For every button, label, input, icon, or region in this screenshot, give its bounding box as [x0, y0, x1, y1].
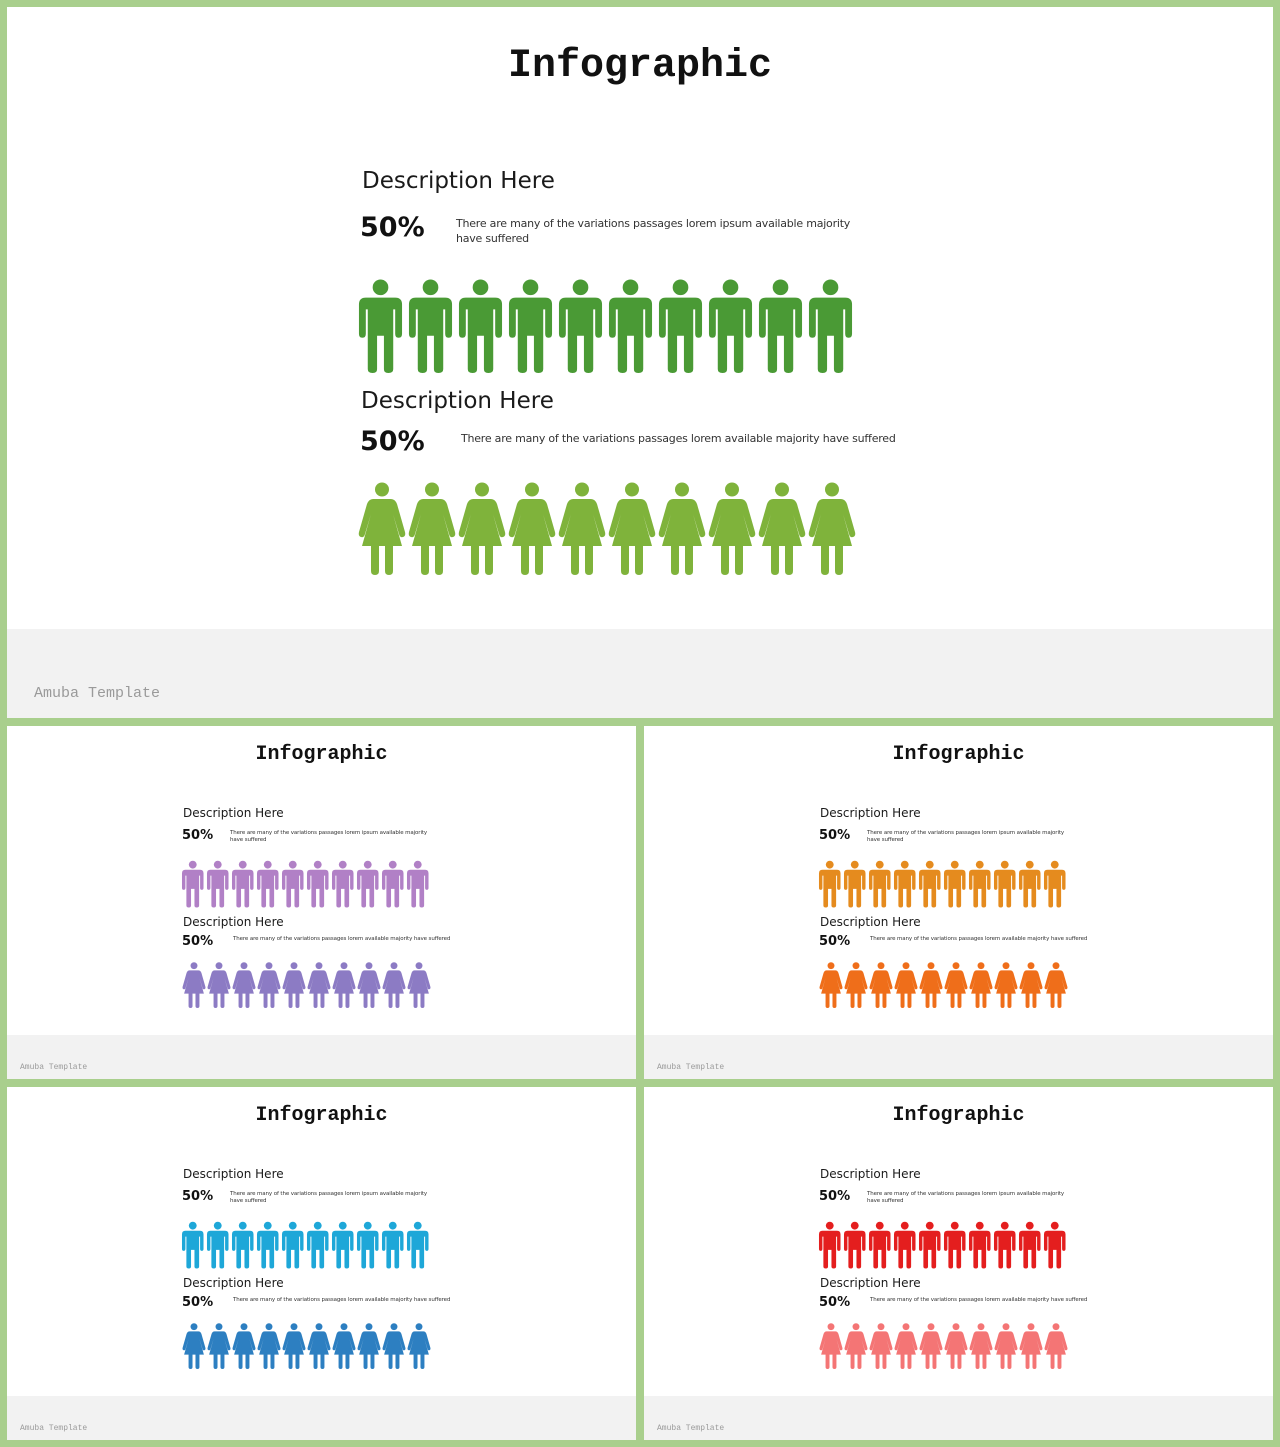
footer-text: Amuba Template	[657, 1424, 725, 1433]
man-icon	[281, 860, 305, 908]
woman-icon	[944, 1323, 968, 1369]
slide-title: Infographic	[507, 44, 773, 89]
woman-icon	[758, 482, 806, 575]
section2-text: There are many of the variations passages lorem available majority have suffered	[461, 432, 896, 445]
man-icon	[356, 860, 380, 908]
woman-icon	[257, 962, 281, 1008]
woman-icon	[382, 1323, 406, 1369]
slide-title: Infographic	[892, 1104, 1025, 1127]
section1-heading: Description Here	[183, 806, 284, 820]
woman-icon	[894, 962, 918, 1008]
slide-thumb-orange	[644, 726, 1273, 1079]
man-icon	[843, 860, 867, 908]
woman-icon	[332, 1323, 356, 1369]
section2-percent: 50%	[182, 934, 214, 949]
slide-title: Infographic	[255, 1104, 388, 1127]
woman-icon	[919, 962, 943, 1008]
man-icon	[607, 278, 654, 374]
male-icon-row	[357, 278, 854, 374]
section2-heading: Description Here	[820, 1276, 921, 1290]
section1-heading: Description Here	[183, 1167, 284, 1181]
man-icon	[1043, 860, 1067, 908]
section2-text: There are many of the variations passages lorem available majority have suffered	[870, 936, 1088, 942]
man-icon	[406, 1221, 430, 1269]
section2-heading: Description Here	[183, 1276, 284, 1290]
male-icon-row	[181, 1221, 430, 1269]
man-icon	[306, 860, 330, 908]
woman-icon	[944, 962, 968, 1008]
slide-main	[7, 7, 1273, 718]
man-icon	[331, 1221, 355, 1269]
man-icon	[206, 1221, 230, 1269]
man-icon	[381, 1221, 405, 1269]
man-icon	[918, 1221, 942, 1269]
section2-percent: 50%	[819, 934, 851, 949]
woman-icon	[819, 962, 843, 1008]
woman-icon	[207, 1323, 231, 1369]
man-icon	[1043, 1221, 1067, 1269]
woman-icon	[357, 1323, 381, 1369]
man-icon	[331, 860, 355, 908]
man-icon	[893, 860, 917, 908]
man-icon	[993, 1221, 1017, 1269]
man-icon	[657, 278, 704, 374]
woman-icon	[357, 962, 381, 1008]
section1-percent: 50%	[819, 828, 851, 843]
slide-thumb-blue	[7, 1087, 636, 1440]
woman-icon	[1019, 962, 1043, 1008]
woman-icon	[994, 962, 1018, 1008]
footer-text: Amuba Template	[20, 1063, 88, 1072]
woman-icon	[382, 962, 406, 1008]
man-icon	[993, 860, 1017, 908]
woman-icon	[1044, 962, 1068, 1008]
man-icon	[256, 1221, 280, 1269]
man-icon	[1018, 860, 1042, 908]
woman-icon	[508, 482, 556, 575]
section1-text: There are many of the variations passages lorem ipsum available majority have suffered	[230, 830, 428, 843]
section2-heading: Description Here	[361, 388, 554, 414]
section1-heading: Description Here	[820, 806, 921, 820]
man-icon	[943, 1221, 967, 1269]
section1-heading: Description Here	[362, 168, 555, 194]
woman-icon	[844, 1323, 868, 1369]
slide-footer	[644, 1035, 1273, 1079]
woman-icon	[182, 1323, 206, 1369]
woman-icon	[869, 962, 893, 1008]
section2-text: There are many of the variations passages lorem available majority have suffered	[870, 1297, 1088, 1303]
man-icon	[918, 860, 942, 908]
slide-footer	[7, 1396, 636, 1440]
woman-icon	[819, 1323, 843, 1369]
man-icon	[306, 1221, 330, 1269]
woman-icon	[232, 1323, 256, 1369]
woman-icon	[207, 962, 231, 1008]
man-icon	[357, 278, 404, 374]
woman-icon	[257, 1323, 281, 1369]
woman-icon	[894, 1323, 918, 1369]
woman-icon	[808, 482, 856, 575]
woman-icon	[407, 962, 431, 1008]
female-icon-row	[819, 1323, 1068, 1369]
man-icon	[843, 1221, 867, 1269]
section1-text: There are many of the variations passages lorem ipsum available majority have suffered	[867, 830, 1065, 843]
man-icon	[807, 278, 854, 374]
man-icon	[868, 1221, 892, 1269]
man-icon	[181, 1221, 205, 1269]
slide-title: Infographic	[255, 743, 388, 766]
woman-icon	[994, 1323, 1018, 1369]
male-icon-row	[181, 860, 430, 908]
woman-icon	[358, 482, 406, 575]
woman-icon	[969, 1323, 993, 1369]
man-icon	[281, 1221, 305, 1269]
woman-icon	[919, 1323, 943, 1369]
footer-text: Amuba Template	[34, 685, 161, 702]
woman-icon	[558, 482, 606, 575]
male-icon-row	[818, 860, 1067, 908]
man-icon	[868, 860, 892, 908]
section1-percent: 50%	[360, 212, 425, 243]
section1-text: There are many of the variations passages lorem ipsum available majority have suffered	[230, 1191, 428, 1204]
woman-icon	[1044, 1323, 1068, 1369]
man-icon	[406, 860, 430, 908]
woman-icon	[232, 962, 256, 1008]
section1-text: There are many of the variations passages lorem ipsum available majority have suffered	[456, 217, 851, 245]
man-icon	[818, 860, 842, 908]
woman-icon	[1019, 1323, 1043, 1369]
woman-icon	[407, 1323, 431, 1369]
man-icon	[231, 1221, 255, 1269]
man-icon	[968, 1221, 992, 1269]
section2-heading: Description Here	[820, 915, 921, 929]
man-icon	[818, 1221, 842, 1269]
woman-icon	[458, 482, 506, 575]
section2-text: There are many of the variations passages lorem available majority have suffered	[233, 936, 451, 942]
section2-heading: Description Here	[183, 915, 284, 929]
slide-footer	[7, 1035, 636, 1079]
section1-percent: 50%	[182, 1189, 214, 1204]
slide-footer	[644, 1396, 1273, 1440]
female-icon-row	[182, 962, 431, 1008]
woman-icon	[307, 962, 331, 1008]
section1-heading: Description Here	[820, 1167, 921, 1181]
man-icon	[507, 278, 554, 374]
slide-thumb-red	[644, 1087, 1273, 1440]
woman-icon	[182, 962, 206, 1008]
section1-percent: 50%	[182, 828, 214, 843]
man-icon	[256, 860, 280, 908]
slide-title: Infographic	[892, 743, 1025, 766]
woman-icon	[282, 1323, 306, 1369]
woman-icon	[658, 482, 706, 575]
section1-percent: 50%	[819, 1189, 851, 1204]
female-icon-row	[182, 1323, 431, 1369]
man-icon	[757, 278, 804, 374]
footer-text: Amuba Template	[20, 1424, 88, 1433]
man-icon	[181, 860, 205, 908]
woman-icon	[844, 962, 868, 1008]
section2-percent: 50%	[819, 1295, 851, 1310]
section2-text: There are many of the variations passages lorem available majority have suffered	[233, 1297, 451, 1303]
slide-thumb-purple	[7, 726, 636, 1079]
man-icon	[707, 278, 754, 374]
man-icon	[968, 860, 992, 908]
woman-icon	[969, 962, 993, 1008]
male-icon-row	[818, 1221, 1067, 1269]
woman-icon	[708, 482, 756, 575]
section2-percent: 50%	[182, 1295, 214, 1310]
footer-text: Amuba Template	[657, 1063, 725, 1072]
man-icon	[206, 860, 230, 908]
man-icon	[231, 860, 255, 908]
woman-icon	[307, 1323, 331, 1369]
man-icon	[457, 278, 504, 374]
man-icon	[356, 1221, 380, 1269]
woman-icon	[869, 1323, 893, 1369]
section1-text: There are many of the variations passages lorem ipsum available majority have suffered	[867, 1191, 1065, 1204]
woman-icon	[608, 482, 656, 575]
man-icon	[1018, 1221, 1042, 1269]
man-icon	[381, 860, 405, 908]
man-icon	[943, 860, 967, 908]
female-icon-row	[819, 962, 1068, 1008]
female-icon-row	[358, 482, 856, 575]
man-icon	[893, 1221, 917, 1269]
woman-icon	[282, 962, 306, 1008]
man-icon	[557, 278, 604, 374]
slide-footer	[7, 629, 1273, 718]
section2-percent: 50%	[360, 426, 425, 457]
woman-icon	[332, 962, 356, 1008]
man-icon	[407, 278, 454, 374]
woman-icon	[408, 482, 456, 575]
